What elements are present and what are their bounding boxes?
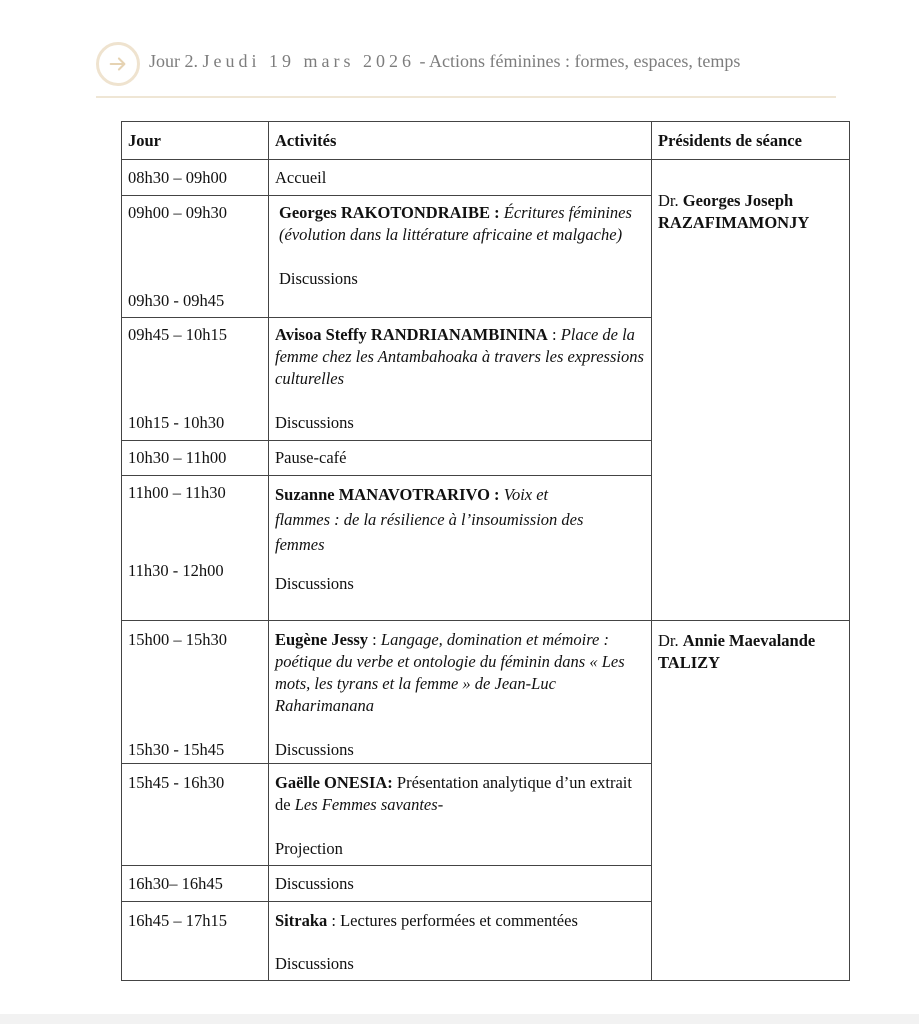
discussion-label: Discussions [275,954,354,973]
time-start: 09h45 – 10h15 [128,325,227,344]
talk-title: Écritures féminines (évolution dans la littérature africaine et malgache) [279,203,632,244]
activity-cell: Accueil [275,168,327,187]
activity-text: Présentation analytique d’un extrait de [275,773,632,814]
header-theme: Actions féminines : formes, espaces, temps [429,51,741,71]
speaker-separator: : [547,325,561,344]
president-title: Dr. [658,191,679,210]
header-day: Jour 2. [149,51,198,71]
time-start: 11h00 – 11h30 [128,483,226,502]
discussion-label: Discussions [279,269,358,288]
speaker-name: Suzanne MANAVOTRARIVO : [275,485,500,504]
time-cell: 16h30– 16h45 [128,874,223,893]
activity-cell: Discussions [275,874,354,893]
time-discussion: 11h30 - 12h00 [128,561,224,580]
schedule-table [121,121,850,981]
speaker-name: Eugène Jessy [275,630,369,649]
time-start: 15h00 – 15h30 [128,630,227,649]
page-header [96,40,836,98]
discussion-label: Discussions [275,413,354,432]
time-discussion: 10h15 - 10h30 [128,413,225,432]
time-cell: 15h45 - 16h30 [128,773,225,792]
speaker-name: Georges RAKOTONDRAIBE : [279,203,500,222]
header-date: Jeudi 19 mars 2026 [202,51,415,71]
talk-title-part: flammes : de la résilience à l’insoumission des [275,510,584,529]
time-cell: 16h45 – 17h15 [128,911,227,930]
speaker-separator: : [368,630,381,649]
president-title: Dr. [658,631,679,650]
header-title [149,51,740,72]
table-header-row [122,122,850,160]
president-cell [652,160,850,621]
president-name: Annie Maevalande TALIZY [658,631,816,672]
table-row [122,621,850,764]
time-discussion: 15h30 - 15h45 [128,740,225,759]
speaker-name: Avisoa Steffy RANDRIANAMBININA [275,325,548,344]
time-cell: 10h30 – 11h00 [128,448,227,467]
president-name: Georges Joseph RAZAFIMAMONJY [658,191,810,232]
speaker-name: Gaëlle ONESIA: [275,773,393,792]
header-divider [96,96,836,98]
header-activites: Activités [275,131,337,150]
arrow-right-icon [107,53,129,75]
header-jour: Jour [128,131,161,150]
title-dash: - [437,795,444,814]
activity-text: : Lectures performées et commentées [327,911,578,930]
header-presidents: Présidents de séance [658,131,802,150]
time-start: 09h00 – 09h30 [128,203,227,222]
projection-label: Projection [275,839,343,858]
speaker-name: Sitraka [275,911,328,930]
discussion-label: Discussions [275,574,354,593]
talk-title: Place de la femme chez les Antambahoaka à travers les expressions culturelles [275,325,644,388]
time-cell: 08h30 – 09h00 [128,168,227,187]
talk-title: Langage, domination et mémoire : poétique du verbe et ontologie du féminin dans « Les mots, les tyrans et la femme » de Jean-Luc Raharimanana [275,630,625,715]
time-discussion: 09h30 - 09h45 [128,291,225,310]
table-row [122,160,850,196]
bottom-bar [0,1014,919,1024]
arrow-circle-icon [96,42,140,86]
talk-title-part: Voix et [503,485,549,504]
discussion-label: Discussions [275,740,354,759]
talk-title-part: femmes [275,535,325,554]
work-title: Les Femmes savantes [294,795,438,814]
activity-cell: Pause-café [275,448,347,467]
header-separator: - [419,51,426,71]
president-cell [652,621,850,981]
